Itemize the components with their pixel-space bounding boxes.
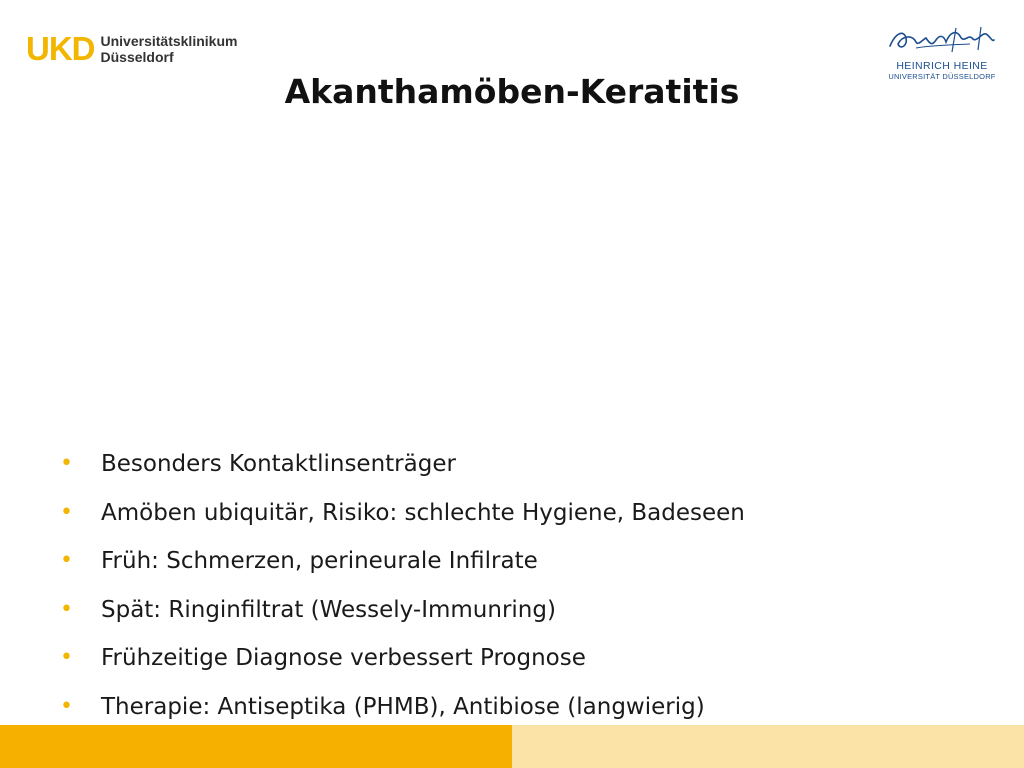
- bullet-icon: •: [60, 451, 73, 476]
- bullet-text: Spät: Ringinfiltrat (Wessely-Immunring): [101, 596, 556, 623]
- list-item: [58, 634, 745, 683]
- list-item: [58, 586, 745, 635]
- bullet-text: Frühzeitige Diagnose verbessert Prognose: [101, 645, 586, 672]
- ukd-logo-mark: UKD: [26, 30, 95, 67]
- list-item: [58, 537, 745, 586]
- bullet-text: Früh: Schmerzen, perineurale Infilrate: [101, 548, 538, 575]
- ukd-logo-text: [101, 33, 238, 65]
- ukd-logo-line1: Universitätsklinikum: [100, 32, 238, 49]
- list-item: [58, 440, 745, 489]
- bullet-icon: •: [60, 645, 73, 671]
- bullet-text: Amöben ubiquitär, Risiko: schlechte Hygiene, Badeseen: [101, 499, 745, 526]
- slide-title: Akanthamöben-Keratitis: [284, 72, 740, 111]
- footer-bar-left: [0, 725, 512, 768]
- bullet-text: Besonders Kontaktlinsenträger: [101, 451, 456, 477]
- bullet-icon: •: [60, 596, 73, 622]
- hhu-logo-sub: UNIVERSITÄT DÜSSELDORF: [888, 72, 996, 81]
- ukd-logo: [26, 32, 237, 65]
- footer-bar-right: [512, 725, 1024, 768]
- hhu-logo-name: HEINRICH HEINE: [896, 60, 988, 72]
- bullet-icon: •: [60, 693, 73, 719]
- ukd-logo-line2: Düsseldorf: [100, 48, 174, 65]
- bullet-text: Therapie: Antiseptika (PHMB), Antibiose (langwierig): [101, 693, 705, 720]
- bullet-icon: •: [60, 548, 73, 574]
- bullet-list: [58, 440, 745, 732]
- list-item: [58, 489, 745, 538]
- bullet-icon: •: [60, 499, 73, 525]
- heinrich-heine-signature-icon: [886, 24, 998, 58]
